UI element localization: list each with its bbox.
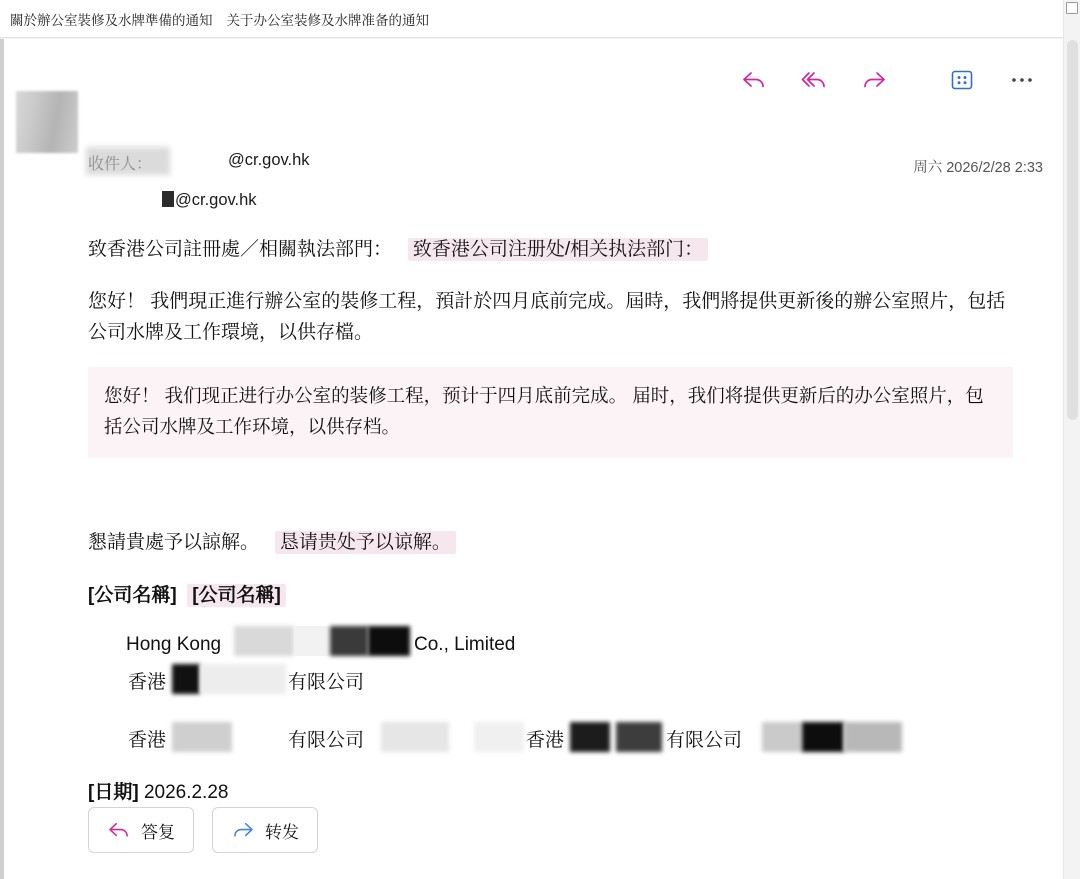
recipient-label-redaction bbox=[86, 147, 170, 175]
tab-traditional[interactable]: 關於辦公室裝修及水牌準備的通知 bbox=[10, 12, 213, 28]
reply-all-arrow-icon[interactable] bbox=[797, 63, 831, 97]
company-zh-redaction-8 bbox=[762, 722, 802, 752]
company-zh-suffix-3: 有限公司 bbox=[666, 729, 743, 751]
window-right-strip bbox=[1063, 0, 1080, 879]
company-signature-block bbox=[88, 626, 1006, 803]
date-value: 2026.2.28 bbox=[143, 781, 229, 803]
forward-arrow-icon bbox=[231, 821, 255, 839]
message-timestamp: 周六 2026/2/28 2:33 bbox=[913, 160, 1043, 176]
reply-arrow-icon bbox=[107, 821, 131, 839]
forward-button[interactable] bbox=[212, 807, 318, 853]
company-zh-redaction-3 bbox=[172, 722, 232, 752]
message-card bbox=[0, 39, 1063, 879]
salutation-simplified: 致香港公司注册处/相关执法部门： bbox=[408, 238, 708, 261]
paragraph-traditional: 您好！ 我們現正進行辦公室的裝修工程，預計於四月底前完成。屆時，我們將提供更新後的辦公室照片，包括公司水牌及工作環境，以供存檔。 bbox=[88, 290, 1006, 344]
recipient-address-second-text: @cr.gov.hk bbox=[175, 191, 257, 209]
company-en-prefix: Hong Kong bbox=[126, 633, 222, 655]
company-zh-redaction-1 bbox=[172, 664, 200, 694]
date-label: [日期] bbox=[88, 781, 139, 803]
company-zh-redaction-2 bbox=[200, 664, 286, 694]
body-spacer bbox=[88, 482, 1028, 528]
window-control-icon[interactable] bbox=[1066, 2, 1078, 14]
sender-avatar-redacted bbox=[16, 91, 78, 153]
forward-arrow-icon[interactable] bbox=[857, 63, 891, 97]
company-label-traditional: [公司名稱] bbox=[88, 585, 177, 606]
company-en-redaction-2 bbox=[294, 626, 330, 656]
company-zh-redaction-10 bbox=[844, 722, 902, 752]
message-body bbox=[88, 235, 1028, 803]
company-label-simplified: [公司名稱] bbox=[187, 584, 286, 607]
recipient-name-redaction bbox=[162, 191, 174, 207]
company-zh-suffix-2: 有限公司 bbox=[288, 729, 365, 751]
tab-simplified[interactable]: 关于办公室装修及水牌准备的通知 bbox=[226, 12, 429, 28]
company-en-redaction-4 bbox=[368, 626, 410, 656]
company-zh-prefix-2: 香港 bbox=[128, 729, 167, 751]
recipient-address[interactable]: @cr.gov.hk bbox=[228, 151, 310, 169]
company-name-heading bbox=[88, 581, 1028, 612]
message-actions-toolbar bbox=[737, 63, 1039, 97]
company-zh-prefix: 香港 bbox=[128, 671, 167, 693]
reply-button-label: 答复 bbox=[141, 822, 175, 842]
company-zh-redaction-7 bbox=[616, 722, 662, 752]
company-zh-redaction-5 bbox=[474, 722, 524, 752]
date-line bbox=[88, 778, 228, 809]
apology-traditional: 懇請貴處予以諒解。 bbox=[88, 532, 260, 554]
company-zh-redaction-4 bbox=[381, 722, 449, 752]
company-en-redaction-3 bbox=[330, 626, 368, 656]
message-footer-actions bbox=[88, 807, 318, 853]
reply-arrow-icon[interactable] bbox=[737, 63, 771, 97]
forward-button-label: 转发 bbox=[265, 822, 299, 842]
company-zh-suffix: 有限公司 bbox=[288, 671, 365, 693]
apology-line bbox=[88, 528, 1028, 559]
salutation-traditional: 致香港公司註冊處／相關執法部門： bbox=[88, 239, 393, 260]
recipient-address-second[interactable] bbox=[162, 191, 257, 210]
scrollbar-thumb[interactable] bbox=[1067, 40, 1078, 420]
vertical-scrollbar[interactable] bbox=[1067, 40, 1078, 870]
company-en-suffix: Co., Limited bbox=[414, 633, 516, 655]
paragraph-simplified: 您好！ 我们现正进行办公室的装修工程，预计于四月底前完成。 届时，我们将提供更新后的办公室照片，包括公司水牌及工作环境，以供存档。 bbox=[88, 367, 1013, 458]
reply-button[interactable] bbox=[88, 807, 194, 853]
more-options-icon[interactable] bbox=[1005, 63, 1039, 97]
grid-apps-icon[interactable] bbox=[945, 63, 979, 97]
titlebar bbox=[0, 0, 1063, 38]
salutation-line bbox=[88, 235, 1028, 266]
company-zh-prefix-3: 香港 bbox=[526, 729, 565, 751]
apology-simplified: 恳请贵处予以谅解。 bbox=[275, 531, 456, 554]
company-zh-redaction-9 bbox=[802, 722, 844, 752]
company-en-redaction-1 bbox=[234, 626, 294, 656]
company-zh-redaction-6 bbox=[570, 722, 610, 752]
